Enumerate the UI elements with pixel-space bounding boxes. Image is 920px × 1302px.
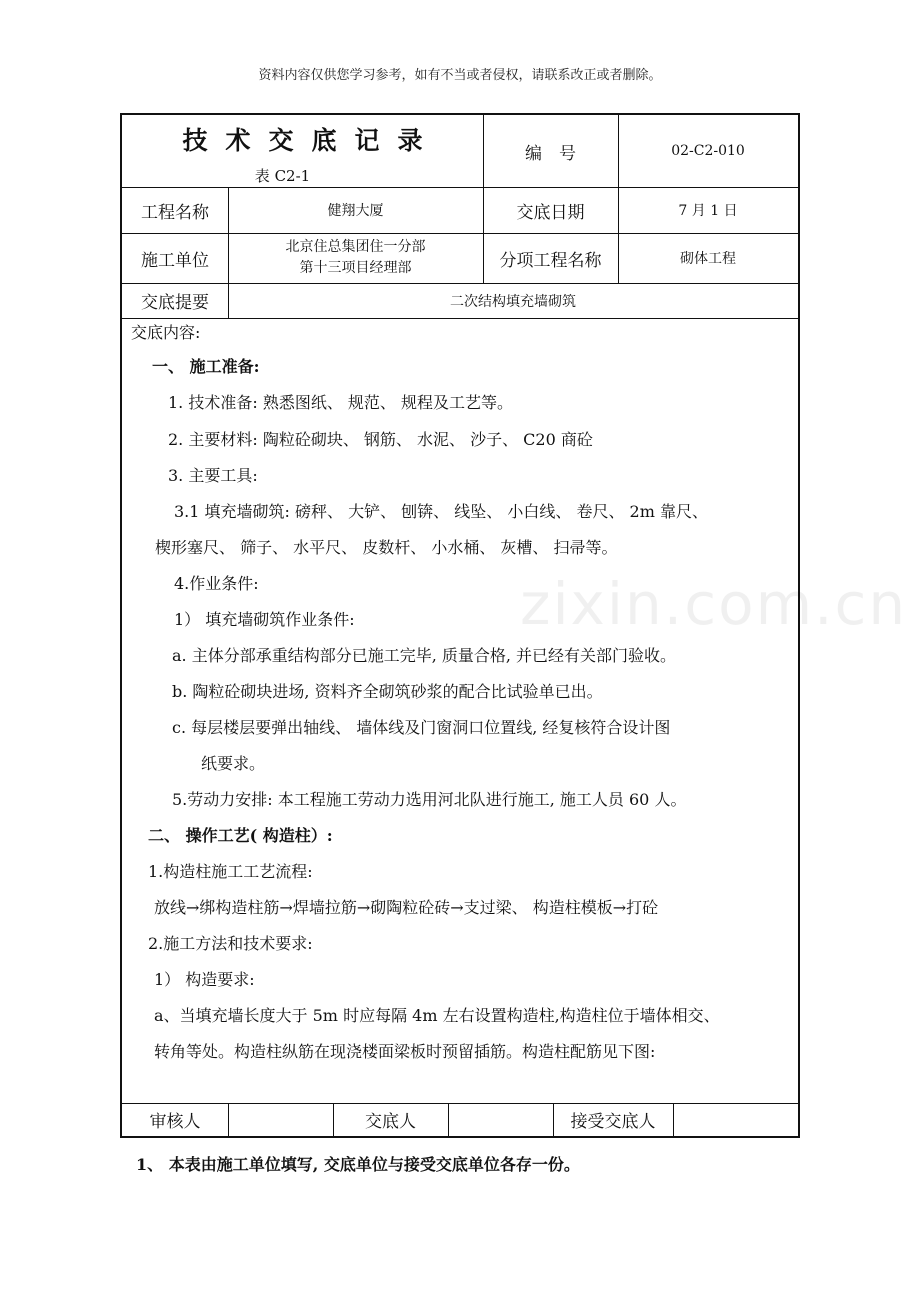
presenter-field[interactable] [448,1103,553,1136]
content-line: 纸要求。 [201,754,266,773]
project-name-label: 工程名称 [141,202,209,223]
date-value: 7 月 1 日 [678,203,738,219]
summary-label: 交底提要 [141,293,209,313]
top-notice: 资料内容仅供您学习参考，如有不当或者侵权，请联系改正或者删除。 [258,68,662,83]
content-line: 1） 构造要求: [154,970,255,989]
unit-value [228,233,483,283]
footnote: 1、 本表由施工单位填写, 交底单位与接受交底单位各存一份。 [136,1155,580,1174]
subproject-value: 砌体工程 [680,251,736,267]
reviewer-label: 审核人 [149,1112,201,1132]
content-line: 1） 填充墙砌筑作业条件: [174,610,355,629]
unit-value-line: 北京住总集团住一分部 [285,239,426,255]
content-line: 5.劳动力安排: 本工程施工劳动力选用河北队进行施工, 施工人员 60 人。 [172,790,687,809]
number-label: 编 号 [525,143,576,164]
content-line: 3. 主要工具: [168,466,258,485]
summary-value: 二次结构填充墙砌筑 [450,293,576,310]
date-label: 交底日期 [516,202,585,223]
section-heading: 二、 操作工艺( 构造柱）: [148,826,333,845]
content-line: a. 主体分部承重结构部分已施工完毕, 质量合格, 并已经有关部门验收。 [172,646,677,665]
project-name-value: 健翔大厦 [327,203,384,219]
reviewer-field[interactable] [228,1103,333,1136]
content-line: 3.1 填充墙砌筑: 磅秤、 大铲、 刨锛、 线坠、 小白线、 卷尺、 2m 靠尺、 [174,502,708,521]
receiver-label: 接受交底人 [570,1112,656,1132]
content-line: 4.作业条件: [174,574,259,593]
content-line: c. 每层楼层要弹出轴线、 墙体线及门窗洞口位置线, 经复核符合设计图 [172,718,671,737]
content-line: 2. 主要材料: 陶粒砼砌块、 钢筋、 水泥、 沙子、 C20 商砼 [168,430,593,449]
content-line: 1.构造柱施工工艺流程: [148,862,313,881]
row-divider [122,318,798,319]
section-heading: 一、 施工准备: [152,357,260,376]
content-line: a、当填充墙长度大于 5m 时应每隔 4m 左右设置构造柱,构造柱位于墙体相交、 [154,1006,720,1025]
form-title [122,115,483,163]
receiver-field[interactable] [673,1103,798,1136]
content-line: 1. 技术准备: 熟悉图纸、 规范、 规程及工艺等。 [168,393,514,412]
number-value: 02-C2-010 [671,143,745,159]
content-heading: 交底内容: [131,323,201,342]
content-line: b. 陶粒砼砌块进场, 资料齐全砌筑砂浆的配合比试验单已出。 [172,682,603,701]
content-line: 2.施工方法和技术要求: [148,934,313,953]
subproject-label: 分项工程名称 [499,250,602,271]
form-code: 表 C2-1 [254,166,311,185]
content-line: 楔形塞尺、 筛子、 水平尺、 皮数杆、 小水桶、 灰槽、 扫帚等。 [155,538,618,557]
form-title-text: 技术交底记录 [182,126,441,155]
watermark: zixin.com.cn [520,570,908,638]
presenter-label: 交底人 [365,1112,416,1132]
unit-value-line: 第十三项目经理部 [299,260,412,276]
content-line: 转角等处。构造柱纵筋在现浇楼面梁板时预留插筋。构造柱配筋见下图: [154,1042,656,1061]
content-line: 放线→绑构造柱筋→焊墙拉筋→砌陶粒砼砖→支过梁、 构造柱模板→打砼 [154,898,659,917]
unit-label: 施工单位 [141,250,209,271]
